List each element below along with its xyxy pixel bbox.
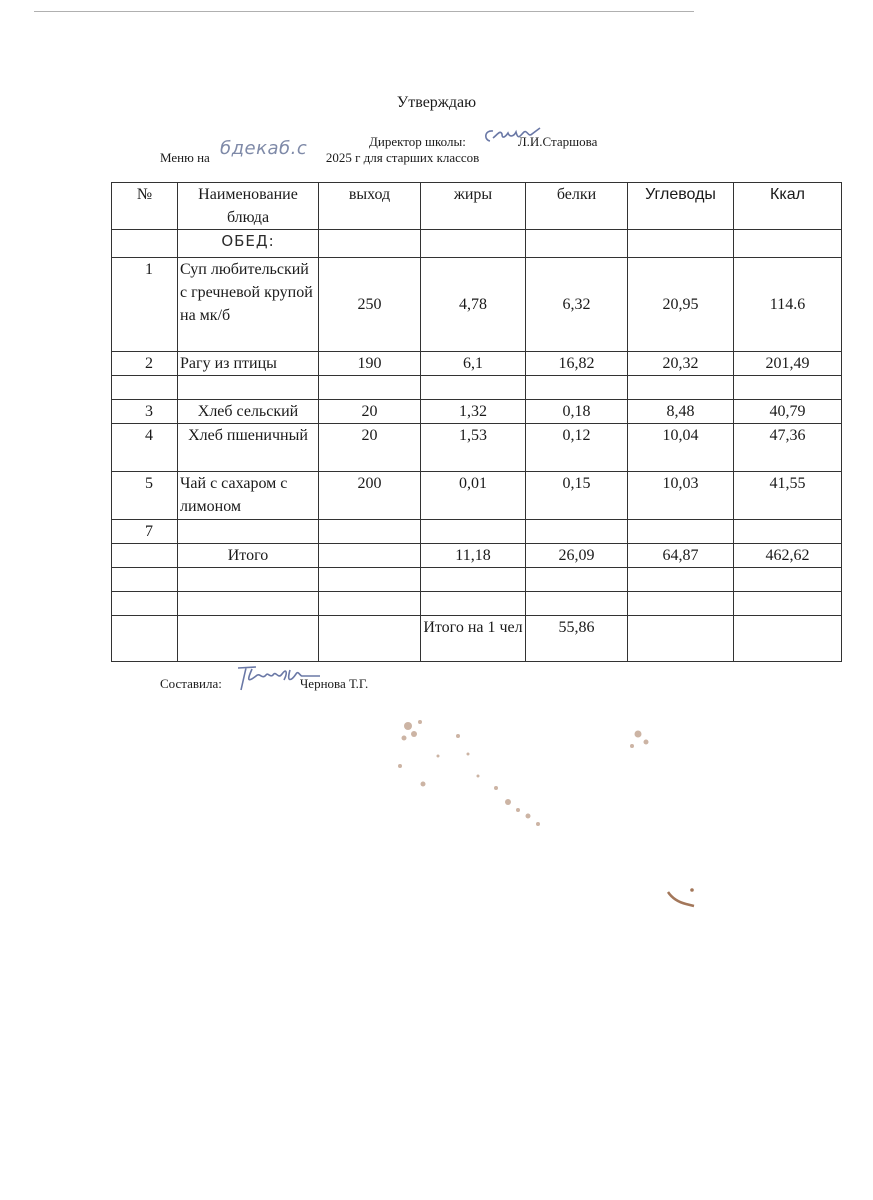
per-person-value: 55,86 — [526, 616, 628, 662]
table-row — [112, 400, 842, 424]
total-fat: 11,18 — [421, 544, 526, 568]
table-row — [112, 424, 842, 472]
row-protein: 0,15 — [526, 472, 628, 520]
row-fat: 6,1 — [421, 352, 526, 376]
table-row — [112, 472, 842, 520]
row-carbs: 10,03 — [628, 472, 734, 520]
header-cell-kcal: Ккал — [734, 183, 842, 230]
total-carbs: 64,87 — [628, 544, 734, 568]
total-kcal: 462,62 — [734, 544, 842, 568]
composed-name: Чернова Т.Г. — [299, 676, 369, 691]
composed-label: Составила: — [160, 676, 222, 691]
menu-line — [160, 150, 479, 166]
row-fat: 0,01 — [421, 472, 526, 520]
empty-row — [112, 592, 842, 616]
row-portion: 20 — [319, 424, 421, 472]
row-protein: 0,18 — [526, 400, 628, 424]
row-portion: 250 — [319, 258, 421, 352]
row-carbs: 10,04 — [628, 424, 734, 472]
row-number: 3 — [112, 400, 178, 424]
per-person-row — [112, 616, 842, 662]
row-kcal: 40,79 — [734, 400, 842, 424]
row-portion: 190 — [319, 352, 421, 376]
director-signature — [480, 124, 542, 150]
nutrition-table — [111, 182, 842, 662]
composer-signature — [234, 664, 322, 692]
row-carbs: 20,95 — [628, 258, 734, 352]
total-row — [112, 544, 842, 568]
row-number: 7 — [112, 520, 178, 544]
table-row — [112, 258, 842, 352]
total-protein: 26,09 — [526, 544, 628, 568]
stain-marks — [378, 706, 678, 856]
row-dish: Чай с сахаром с лимоном — [178, 472, 319, 520]
header-cell-portion: выход — [319, 183, 421, 230]
row-fat: 1,32 — [421, 400, 526, 424]
empty-row — [112, 568, 842, 592]
row-protein: 6,32 — [526, 258, 628, 352]
header-cell-protein: белки — [526, 183, 628, 230]
stain-mark-small — [664, 886, 704, 912]
scan-top-edge — [34, 11, 694, 12]
row-fat: 1,53 — [421, 424, 526, 472]
row-number: 2 — [112, 352, 178, 376]
row-kcal: 47,36 — [734, 424, 842, 472]
row-number: 1 — [112, 258, 178, 352]
section-row — [112, 230, 842, 258]
per-person-label: Итого на 1 чел — [421, 616, 526, 662]
total-label: Итого — [178, 544, 319, 568]
row-dish: Хлеб сельский — [178, 400, 319, 424]
row-dish: Хлеб пшеничный — [178, 424, 319, 472]
empty-row — [112, 376, 842, 400]
menu-prefix: Меню на — [160, 150, 210, 165]
row-carbs: 20,32 — [628, 352, 734, 376]
director-label: Директор школы: — [369, 134, 466, 149]
row-portion: 200 — [319, 472, 421, 520]
row-kcal: 114.6 — [734, 258, 842, 352]
menu-suffix: 2025 г для старших классов — [325, 150, 480, 165]
row-fat: 4,78 — [421, 258, 526, 352]
row-dish: Суп любительский с гречневой крупой на мк/б — [178, 258, 319, 352]
menu-date-handwritten: бдекаб.с — [220, 138, 308, 159]
header-cell-carbs: Углеводы — [628, 183, 734, 230]
row-kcal: 201,49 — [734, 352, 842, 376]
header-cell-dish: Наименование блюда — [178, 183, 319, 230]
header-cell-fat: жиры — [421, 183, 526, 230]
table-row — [112, 352, 842, 376]
row-protein: 0,12 — [526, 424, 628, 472]
row-dish: Рагу из птицы — [178, 352, 319, 376]
row-carbs: 8,48 — [628, 400, 734, 424]
row-number: 5 — [112, 472, 178, 520]
section-label: ОБЕД: — [178, 230, 319, 258]
row-portion: 20 — [319, 400, 421, 424]
row-number: 4 — [112, 424, 178, 472]
director-name: Л.И.Старшова — [517, 134, 598, 149]
table-header-row — [112, 183, 842, 230]
row-kcal: 41,55 — [734, 472, 842, 520]
row-protein: 16,82 — [526, 352, 628, 376]
approval-heading: Утверждаю — [396, 94, 477, 111]
header-cell-number: № — [112, 183, 178, 230]
table-row — [112, 520, 842, 544]
